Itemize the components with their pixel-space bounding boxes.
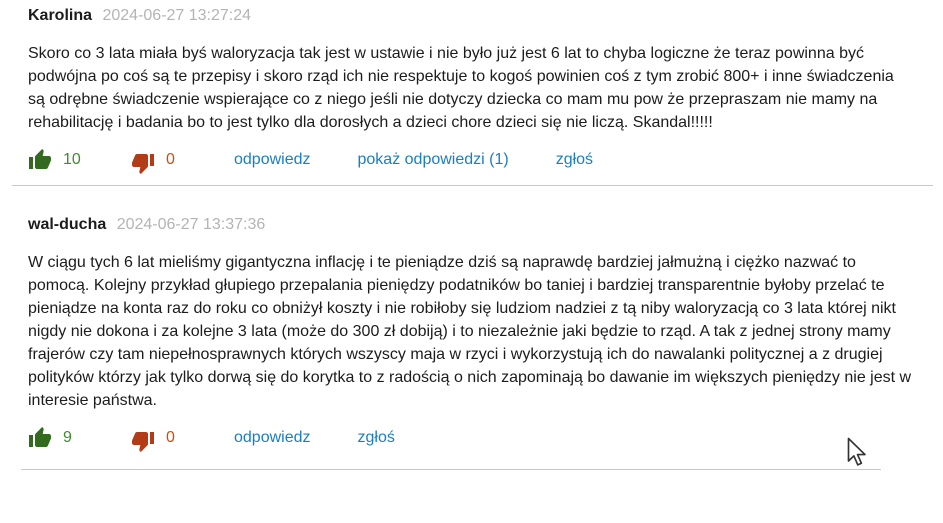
reply-link[interactable]: odpowiedz [234, 151, 311, 168]
comment-divider [12, 185, 933, 186]
comment-timestamp: 2024-06-27 13:27:24 [102, 7, 252, 24]
comment-actions [28, 423, 921, 453]
thumbs-down-icon[interactable] [131, 429, 155, 453]
like-count: 10 [63, 151, 81, 168]
comment-author: wal-ducha [28, 216, 107, 233]
like-count: 9 [63, 429, 72, 446]
reply-link[interactable]: odpowiedz [234, 429, 311, 446]
dislike-button[interactable] [131, 423, 234, 453]
thumbs-up-icon[interactable] [28, 148, 52, 172]
like-button[interactable] [28, 426, 131, 450]
report-link[interactable]: zgłoś [357, 429, 395, 446]
comment-body: W ciągu tych 6 lat mieliśmy gigantyczna inflację i te pieniądze dziś są naprawdę bardziej jałmużną i ciężko nazwać to pomocą. Kolejny przykład głupiego przepalania pieniędzy podatników bo taniej i bardziej transparentnie byłoby przelać te pieniądze na konta raz do roku co obniżył koszty i nie robiłoby się ludziom nadziei z tą niby waloryzacją co 3 lata której nikt nigdy nie dokona i za kolejne 3 lata (może do 300 zł dobiją) i to niezależnie jaki będzie to rząd. A tak z jednej strony mamy frajerów czy tam niepełnosprawnych których wszyscy maja w rzyci i wykorzystują ich do nawalanki politycznej a z drugiej polityków którzy jak tylko dorwą się do korytka to z radością o nich zapominają bo dawanie im większych pieniędzy nie jest w interesie państwa. [28, 254, 912, 409]
comment-divider [21, 469, 881, 470]
report-link[interactable]: zgłoś [555, 151, 594, 168]
comment-wal-ducha [0, 214, 943, 453]
comment-header [28, 214, 921, 236]
dislike-count: 0 [166, 151, 175, 168]
comments-section [0, 5, 943, 523]
comment-karolina [0, 5, 943, 175]
thumbs-up-icon[interactable] [28, 426, 52, 450]
comment-author: Karolina [28, 7, 93, 24]
comment-header [28, 5, 921, 27]
comment-body: Skoro co 3 lata miała byś waloryzacja tak jest w ustawie i nie było już jest 6 lat to chyba logiczne że teraz powinna być podwójna po coś są te przepisy i skoro rząd ich nie respektuje to kogoś powinien coś z tym zrobić 800+ i inne świadczenia są odrębne świadczenie wspierające co z niego jeśli nie dotyczy dziecka co mam mu pow że przepraszam nie mamy na rehabilitację i badania bo to jest tylko dla dorosłych a dzieci chore dzieci się nie liczą. Skandal!!!!! [28, 45, 894, 131]
show-replies-link[interactable]: pokaż odpowiedzi (1) [357, 151, 509, 168]
comment-timestamp: 2024-06-27 13:37:36 [116, 216, 266, 233]
dislike-button[interactable] [131, 145, 234, 175]
comment-actions [28, 145, 921, 175]
thumbs-down-icon[interactable] [131, 151, 155, 175]
arrow-cursor-icon [845, 437, 867, 472]
dislike-count: 0 [166, 429, 175, 446]
like-button[interactable] [28, 148, 131, 172]
